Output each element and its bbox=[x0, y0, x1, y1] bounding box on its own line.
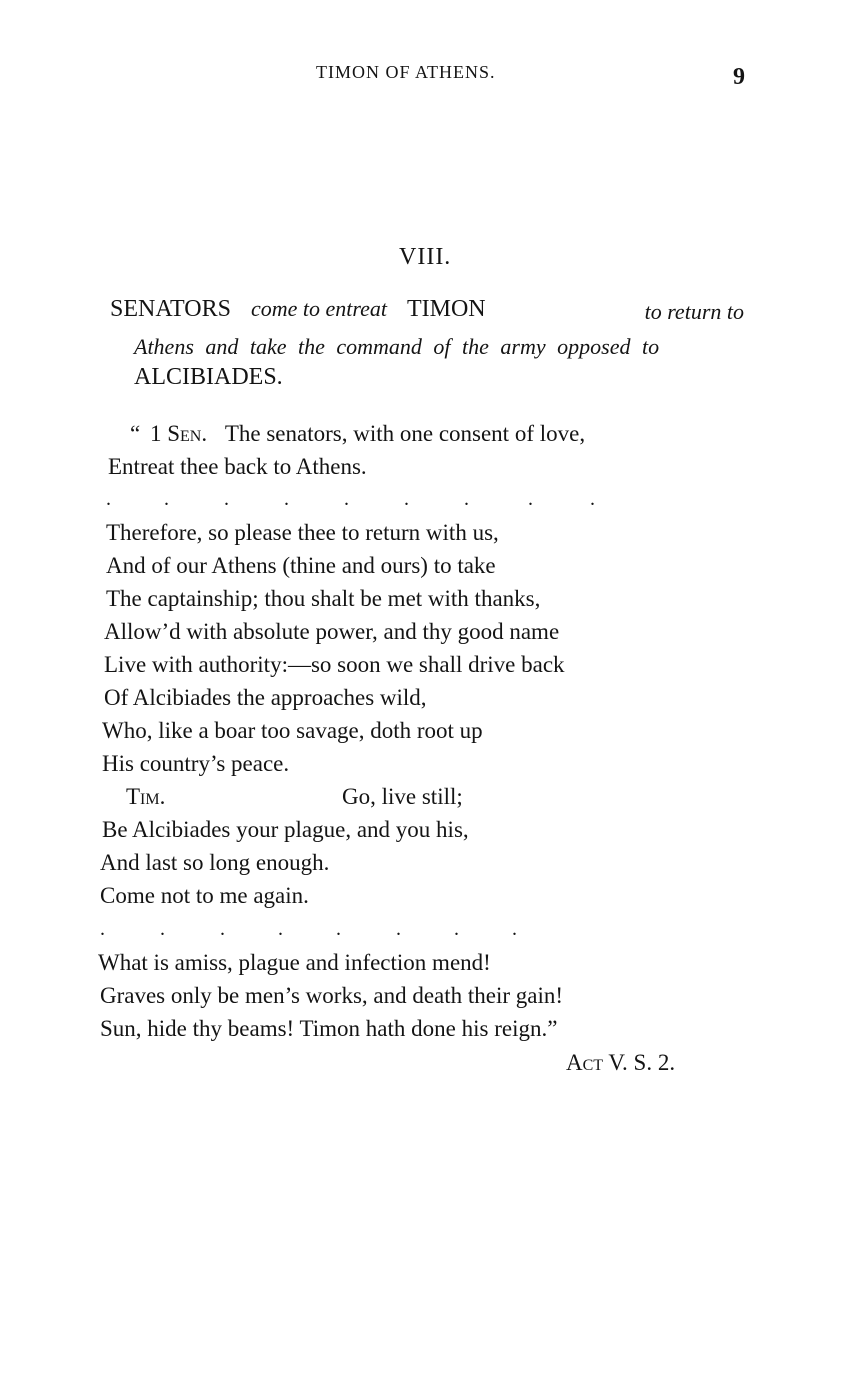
ellipsis-row-2: . . . . . . . . bbox=[100, 918, 517, 940]
page-number: 9 bbox=[733, 64, 745, 90]
verse-line-8: Of Alcibiades the approaches wild, bbox=[104, 685, 427, 710]
verse-line-2: Entreat thee back to Athens. bbox=[108, 454, 367, 479]
intro-senators: SENATORS bbox=[110, 296, 231, 322]
intro-line-3: ALCIBIADES. bbox=[134, 364, 283, 390]
verse-line-10: His country’s peace. bbox=[102, 751, 290, 776]
ellipsis-row-1: . . . . . . . . . bbox=[106, 488, 595, 510]
verse-line-4: And of our Athens (thine and ours) to take bbox=[106, 553, 496, 578]
intro-come-to-entreat: come to entreat bbox=[250, 296, 387, 321]
verse-line-13: And last so long enough. bbox=[100, 850, 330, 875]
verse-line-17: Sun, hide thy beams! Timon hath done his reign.” bbox=[100, 1016, 558, 1041]
running-header: TIMON OF ATHENS. bbox=[316, 62, 496, 82]
open-quote: “ bbox=[130, 421, 141, 446]
verse-line-16: Graves only be men’s works, and death their gain! bbox=[100, 983, 564, 1008]
speaker-1-sen: 1 Sen. bbox=[149, 421, 208, 446]
verse-line-7: Live with authority:—so soon we shall drive back bbox=[104, 652, 565, 677]
intro-line-1 bbox=[110, 296, 744, 323]
verse-line-3: Therefore, so please thee to return with us, bbox=[106, 520, 499, 545]
verse-line-6: Allow’d with absolute power, and thy good name bbox=[104, 619, 560, 644]
verse-line-1: “ 1 Sen. The senators, with one consent of love, bbox=[130, 421, 586, 446]
verse-line-5: The captainship; thou shalt be met with thanks, bbox=[106, 586, 541, 611]
intro-timon: TIMON bbox=[406, 296, 486, 322]
intro-line-2: Athens and take the command of the army opposed to bbox=[134, 334, 660, 359]
speaker-tim: Tim. bbox=[126, 784, 166, 809]
section-number: VIII. bbox=[399, 244, 452, 270]
intro-to-return-to: to return to bbox=[644, 299, 744, 324]
verse-line-15: What is amiss, plague and infection mend! bbox=[98, 950, 491, 975]
act-scene-citation: Act V. S. 2. bbox=[566, 1050, 676, 1075]
verse-line-14: Come not to me again. bbox=[100, 883, 309, 908]
verse-line-12: Be Alcibiades your plague, and you his, bbox=[102, 817, 469, 842]
verse-line-9: Who, like a boar too savage, doth root up bbox=[102, 718, 483, 743]
verse-line-11: Tim. Go, live still; bbox=[126, 784, 463, 809]
